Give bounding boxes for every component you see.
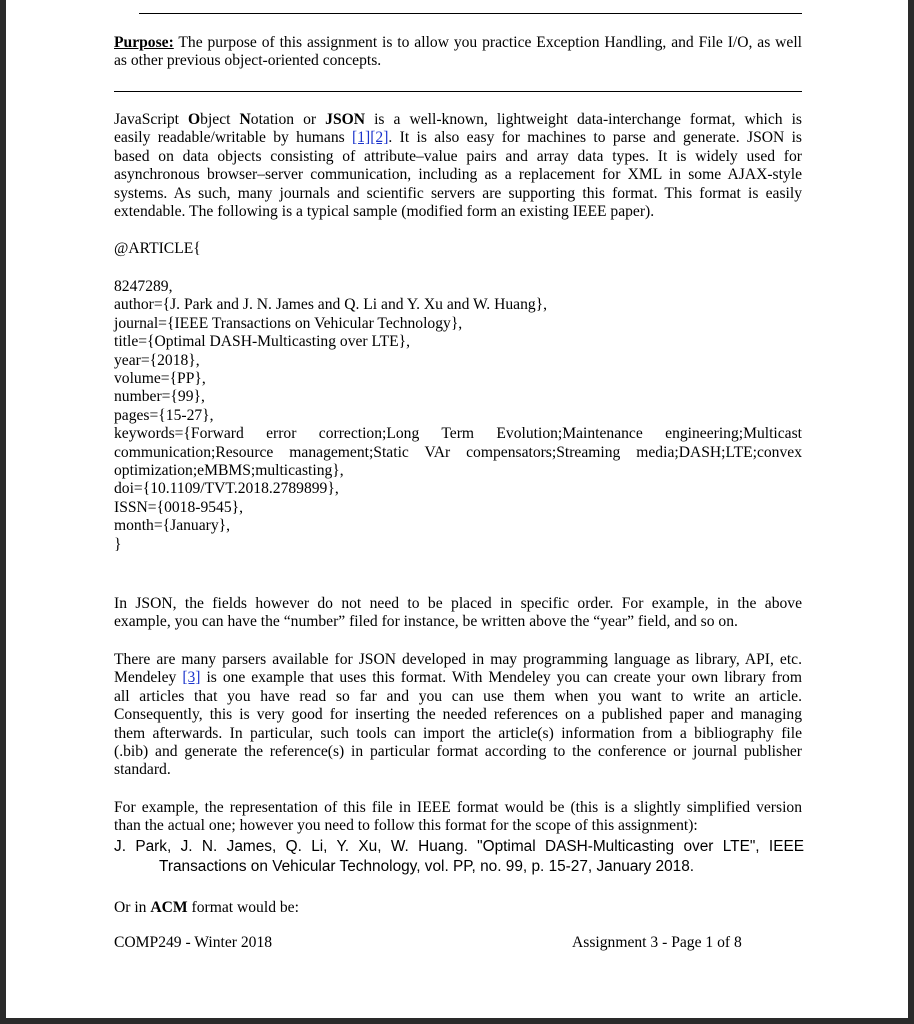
intro-line-6: extendable. The following is a typical sample (modified form an existing IEEE paper). — [114, 203, 655, 221]
intro-line-1-text: JavaScript Object Notation or JSON is a well-known, lightweight data-interchange format, which is — [114, 111, 802, 128]
parsers-line-2: Mendeley [3] is one example that uses this format. With Mendeley you can create your own library from — [114, 669, 802, 687]
sample-open — [114, 240, 802, 258]
parsers-paragraph — [114, 651, 802, 780]
sample-field: year={2018}, — [114, 351, 200, 369]
sample-field: number={99}, — [114, 388, 205, 406]
parsers-line-1: There are many parsers available for JSON developed in may programming language as library, API, etc. — [114, 651, 802, 668]
sample-field: volume={PP}, — [114, 370, 206, 388]
intro-line-3: based on data objects consisting of attribute–value pairs and array data types. It is widely used for — [114, 147, 802, 165]
parsers-line-3: all articles that you have read so far and you can use them when you want to write an article. — [114, 687, 802, 705]
footer-page-number: Assignment 3 - Page 1 of 8 — [572, 934, 742, 951]
sample-open-text: @ARTICLE{ — [114, 240, 201, 257]
ieee-reference-line-2: Transactions on Vehicular Technology, vol. PP, no. 99, p. 15-27, January 2018. — [159, 858, 695, 875]
sample-field: 8247289, — [114, 278, 173, 295]
top-rule — [139, 13, 802, 14]
parsers-line-7: standard. — [114, 761, 171, 779]
ieee-line-1: For example, the representation of this file in IEEE format would be (this is a slightly simplified version — [114, 799, 802, 816]
ieee-reference — [114, 837, 804, 877]
sample-field: title={Optimal DASH-Multicasting over LTE}, — [114, 333, 411, 351]
sample-field: journal={IEEE Transactions on Vehicular Technology}, — [114, 314, 463, 332]
sample-keywords-2: communication;Resource management;Static VAr compensators;Streaming media;DASH;LTE;convex — [114, 443, 802, 461]
sample-close: } — [114, 535, 122, 553]
order-line-1: In JSON, the fields however do not need to be placed in specific order. For example, in the above — [114, 595, 802, 612]
window-border-right — [908, 0, 914, 1024]
parsers-line-6: (.bib) and generate the reference(s) in particular format according to the conference or journal publisher — [114, 743, 802, 761]
sample-field: month={January}, — [114, 517, 231, 535]
ieee-line-2: than the actual one; however you need to follow this format for the scope of this assignment): — [114, 817, 698, 835]
purpose-text: The purpose of this assignment is to allow you practice Exception Handling, and File I/O, as well as other previous object-oriented concepts. — [114, 34, 802, 70]
sample-keywords-1: keywords={Forward error correction;Long Term Evolution;Maintenance engineering;Multicast — [114, 425, 802, 443]
sample-field: pages={15-27}, — [114, 406, 214, 424]
sample-field: doi={10.1109/TVT.2018.2789899}, — [114, 480, 339, 498]
citation-link-1-2[interactable]: [1][2] — [352, 129, 389, 147]
intro-paragraph — [114, 111, 802, 221]
intro-line-1 — [114, 111, 802, 129]
window-border-left — [0, 0, 6, 1024]
sample-field: ISSN={0018-9545}, — [114, 498, 244, 516]
window-border-bottom — [0, 1018, 914, 1024]
section-rule — [114, 91, 802, 92]
intro-line-5: systems. As such, many journals and scientific servers are supporting this format. This format is easily — [114, 184, 802, 202]
sample-field: author={J. Park and J. N. James and Q. Li and Y. Xu and W. Huang}, — [114, 296, 548, 314]
order-paragraph — [114, 595, 802, 632]
ieee-reference-line-1: J. Park, J. N. James, Q. Li, Y. Xu, W. Huang. "Optimal DASH-Multicasting over LTE", IEEE — [114, 838, 804, 855]
intro-line-4: asynchronous browser–server communication, including as a replacement for XML in some AJAX-style — [114, 166, 802, 184]
purpose-label: Purpose: — [114, 34, 174, 51]
parsers-line-5: them afterwards. In particular, such tools can import the article(s) information from a bibliography file — [114, 724, 802, 742]
sample-fields — [114, 278, 802, 554]
sample-keywords-3: optimization;eMBMS;multicasting}, — [114, 462, 344, 480]
footer-course: COMP249 - Winter 2018 — [114, 934, 273, 951]
purpose-paragraph — [114, 34, 802, 71]
order-line-2: example, you can have the “number” filed for instance, be written above the “year” field, and so on. — [114, 613, 738, 631]
intro-line-2: easily readable/writable by humans [1][2]. It is also easy for machines to parse and generate. JSON is — [114, 129, 802, 147]
ieee-paragraph — [114, 799, 802, 836]
acm-paragraph: Or in ACM format would be: — [114, 899, 299, 916]
acm-label: ACM — [150, 899, 188, 916]
citation-link-3[interactable]: [3] — [182, 669, 201, 687]
parsers-line-4: Consequently, this is very good for inserting the needed references on a published paper and managing — [114, 706, 802, 724]
